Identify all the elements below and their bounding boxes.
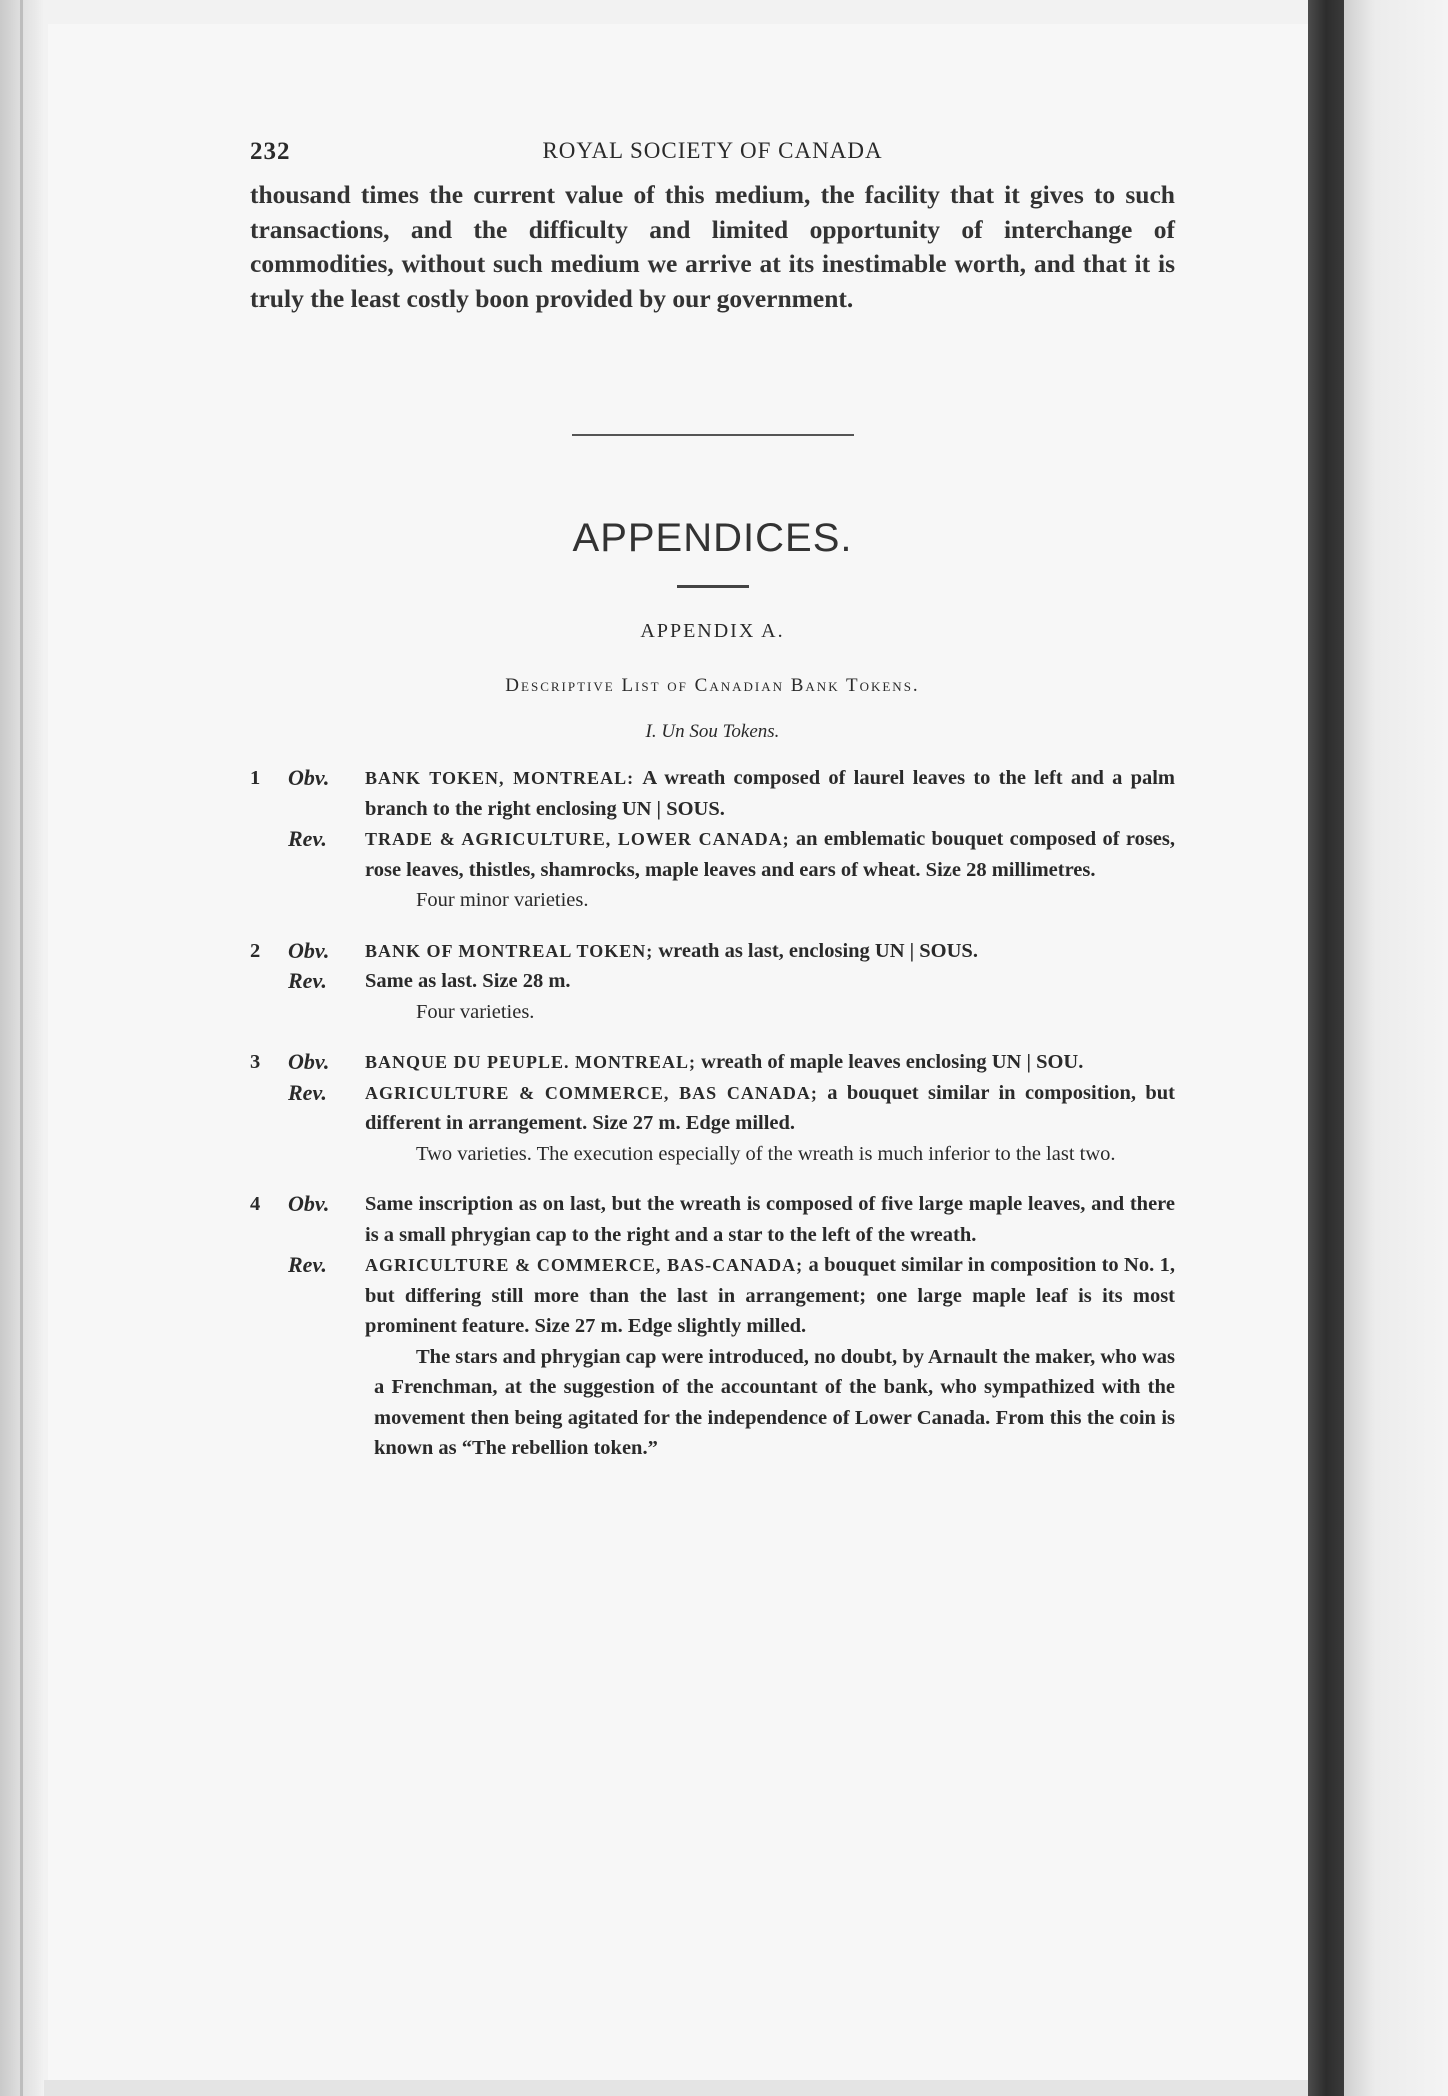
running-header xyxy=(250,138,1175,178)
obverse-label: Obv. xyxy=(288,765,330,790)
appendix-label: APPENDIX A. xyxy=(640,620,785,642)
list-title: Descriptive List of Canadian Bank Tokens. xyxy=(505,675,920,696)
token-number: 3 xyxy=(250,1051,261,1073)
reverse-line xyxy=(250,1078,1175,1139)
section-title: I. Un Sou Tokens. xyxy=(645,721,780,742)
reverse-legend: AGRICULTURE & COMMERCE, BAS CANADA; xyxy=(365,1082,818,1103)
page-bottom-edge xyxy=(44,2080,1308,2096)
journal-title: ROYAL SOCIETY OF CANADA xyxy=(542,138,883,163)
obverse-description: wreath as last, enclosing UN | SOUS. xyxy=(658,939,978,962)
appendices-heading: APPENDICES. xyxy=(572,516,853,560)
obverse-line xyxy=(250,936,1175,967)
token-entry xyxy=(250,1047,1175,1169)
obverse-description: Same inscription as on last, but the wreath is composed of five large maple leaves, and there is a small phrygian cap to the right and a star to the left of the wreath. xyxy=(365,1193,1175,1246)
reverse-label: Rev. xyxy=(288,1079,327,1105)
reverse-description: Same as last. Size 28 m. xyxy=(365,970,571,992)
token-entry xyxy=(250,763,1175,916)
reverse-label: Rev. xyxy=(288,968,327,993)
obverse-legend: BANK OF MONTREAL TOKEN; xyxy=(365,940,654,961)
variety-note: Two varieties. The execution especially of the wreath is much inferior to the last two. xyxy=(416,1142,1116,1165)
variety-note: Four varieties. xyxy=(416,1000,535,1023)
intro-paragraph: thousand times the current value of this medium, the facility that it gives to such transactions, and the difficulty and limited opportunity of interchange of commodities, without such medium we arrive at its inestimable worth, and that it is truly the least costly boon provided by our government. xyxy=(250,180,1175,313)
token-list xyxy=(250,763,1175,1464)
obverse-description: wreath of maple leaves enclosing UN | SOU. xyxy=(701,1051,1084,1073)
history-note: The stars and phrygian cap were introduced, no doubt, by Arnault the maker, who was a Frenchman, at the suggestion of the accountant of the bank, who sympathized with the movement then being agitated for the independence of Lower Canada. From this the coin is known as “The rebellion token.” xyxy=(374,1345,1175,1459)
token-number: 4 xyxy=(250,1193,261,1215)
reverse-legend: TRADE & AGRICULTURE, LOWER CANADA; xyxy=(365,829,790,849)
book-spine-shadow xyxy=(1308,0,1344,2096)
token-number: 1 xyxy=(250,767,261,789)
token-entry xyxy=(250,1189,1175,1464)
heading-underline xyxy=(677,585,749,588)
reverse-description: a bouquet similar in composition, but different in arrangement. Size 27 m. Edge milled. xyxy=(365,1081,1175,1134)
adjacent-page-edge xyxy=(1344,0,1448,2096)
reverse-legend: AGRICULTURE & COMMERCE, BAS-CANADA; xyxy=(365,1255,804,1275)
section-divider xyxy=(572,434,854,436)
obverse-line xyxy=(250,1189,1175,1250)
obverse-label: Obv. xyxy=(288,1049,330,1074)
reverse-label: Rev. xyxy=(288,826,327,851)
obverse-line xyxy=(250,1047,1175,1078)
page-number: 232 xyxy=(250,138,291,165)
reverse-description: an emblematic bouquet composed of roses, rose leaves, thistles, shamrocks, maple leaves and ears of wheat. Size 28 millimetres. xyxy=(365,828,1176,881)
reverse-line xyxy=(250,824,1175,885)
token-entry xyxy=(250,936,1175,1028)
reverse-line xyxy=(250,966,1175,997)
obverse-label: Obv. xyxy=(288,1191,330,1216)
obverse-legend: BANQUE DU PEUPLE. MONTREAL; xyxy=(365,1052,697,1072)
reverse-line xyxy=(250,1250,1175,1342)
obverse-label: Obv. xyxy=(288,937,330,963)
variety-note: Four minor varieties. xyxy=(416,889,589,911)
obverse-line xyxy=(250,763,1175,824)
reverse-description: a bouquet similar in composition to No. 1, but differing still more than the last in arrangement; one large maple leaf is its most prominent feature. Size 27 m. Edge slightly milled. xyxy=(365,1254,1175,1337)
obverse-description: A wreath composed of laurel leaves to the left and a palm branch to the right enclosing UN | SOUS. xyxy=(365,767,1176,820)
scan-left-edge xyxy=(0,0,44,2096)
token-number: 2 xyxy=(250,939,261,962)
obverse-legend: BANK TOKEN, MONTREAL: xyxy=(365,768,635,788)
reverse-label: Rev. xyxy=(288,1252,327,1277)
page-content xyxy=(250,138,1175,1484)
